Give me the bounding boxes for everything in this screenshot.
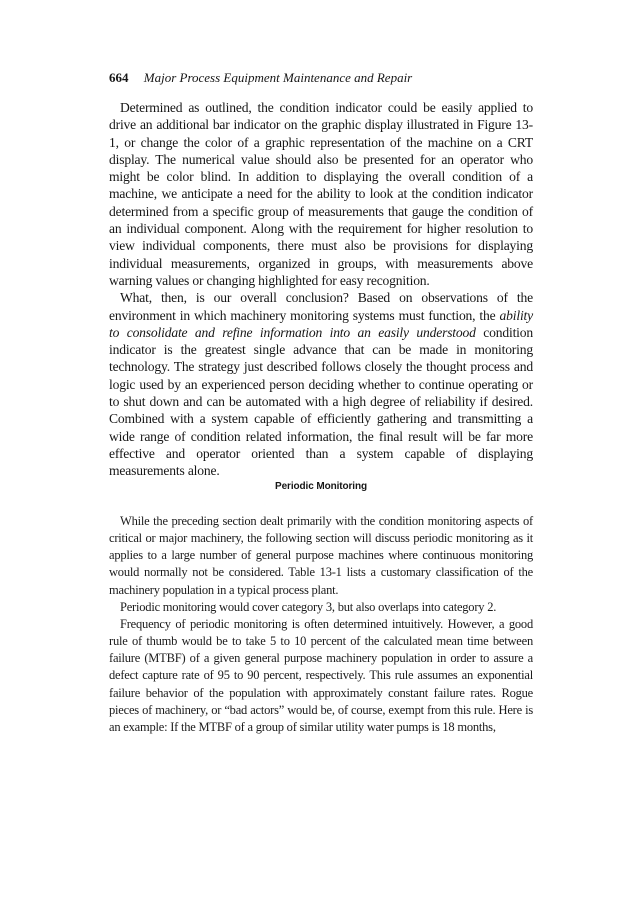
- paragraph-periodic-intro: While the preceding section dealt primarily with the condition monitoring aspects of critical or major machinery, the following section will discuss periodic monitoring as it applies to a large number of general purpose machines where continuous monitoring would normally not be considered. Table 13-1 lists a customary classification of the machinery population in a typical process plant.: [109, 514, 533, 597]
- paragraph-overall-conclusion: [109, 289, 533, 479]
- body-text-lower: [109, 513, 533, 736]
- running-header: [109, 70, 529, 88]
- paragraph-condition-indicator: Determined as outlined, the condition indicator could be easily applied to drive an additional bar indicator on the graphic display illustrated in Figure 13-1, or change the color of a graphic representation of the machine on a CRT display. The numerical value should also be presented for an operator who might be color blind. In addition to displaying the overall condition of a machine, we anticipate a need for the ability to look at the condition indicator determined from a specific group of measurements that gauge the condition of an individual component. Along with the requirement for higher resolution to view individual components, there must also be provisions for displaying individual measurements, organized in groups, with measurements above warning values or changing highlighted for easy recognition.: [109, 100, 533, 288]
- conclusion-text-start: What, then, is our overall conclusion? Based on observations of the environment in which machinery monitoring systems must function, the: [109, 290, 533, 323]
- section-heading: Periodic Monitoring: [275, 481, 367, 492]
- running-title: Major Process Equipment Maintenance and Repair: [143, 70, 413, 85]
- emphasized-phrase: ability to consolidate and refine information into an easily understood: [109, 307, 533, 340]
- page-number: 664: [109, 70, 129, 85]
- paragraph-frequency: Frequency of periodic monitoring is often determined intuitively. However, a good rule of thumb would be to take 5 to 10 percent of the calculated mean time between failure (MTBF) of a given general purpose machinery population in order to assure a defect capture rate of 95 to 90 percent, respectively. This rule assumes an exponential failure behavior of the population with approximately constant failure rates. Rogue pieces of machinery, or “bad actors” would be, of course, exempt from this rule. Here is an example: If the MTBF of a group of similar utility water pumps is 18 months,: [109, 616, 533, 734]
- paragraph-category: Periodic monitoring would cover category 3, but also overlaps into category 2.: [120, 599, 497, 614]
- body-text-upper: [109, 99, 533, 480]
- conclusion-text-end: condition indicator is the greatest single advance that can be made in monitoring technology. The strategy just described follows closely the thought process and logic used by an experienced person deciding whether to continue operating or to shut down and can be automated with a high degree of reliability if desired. Combined with a system capable of efficiently gathering and transmitting a wide range of condition related information, the final result will be far more effective and operator oriented than a system capable of displaying measurements alone.: [109, 324, 533, 479]
